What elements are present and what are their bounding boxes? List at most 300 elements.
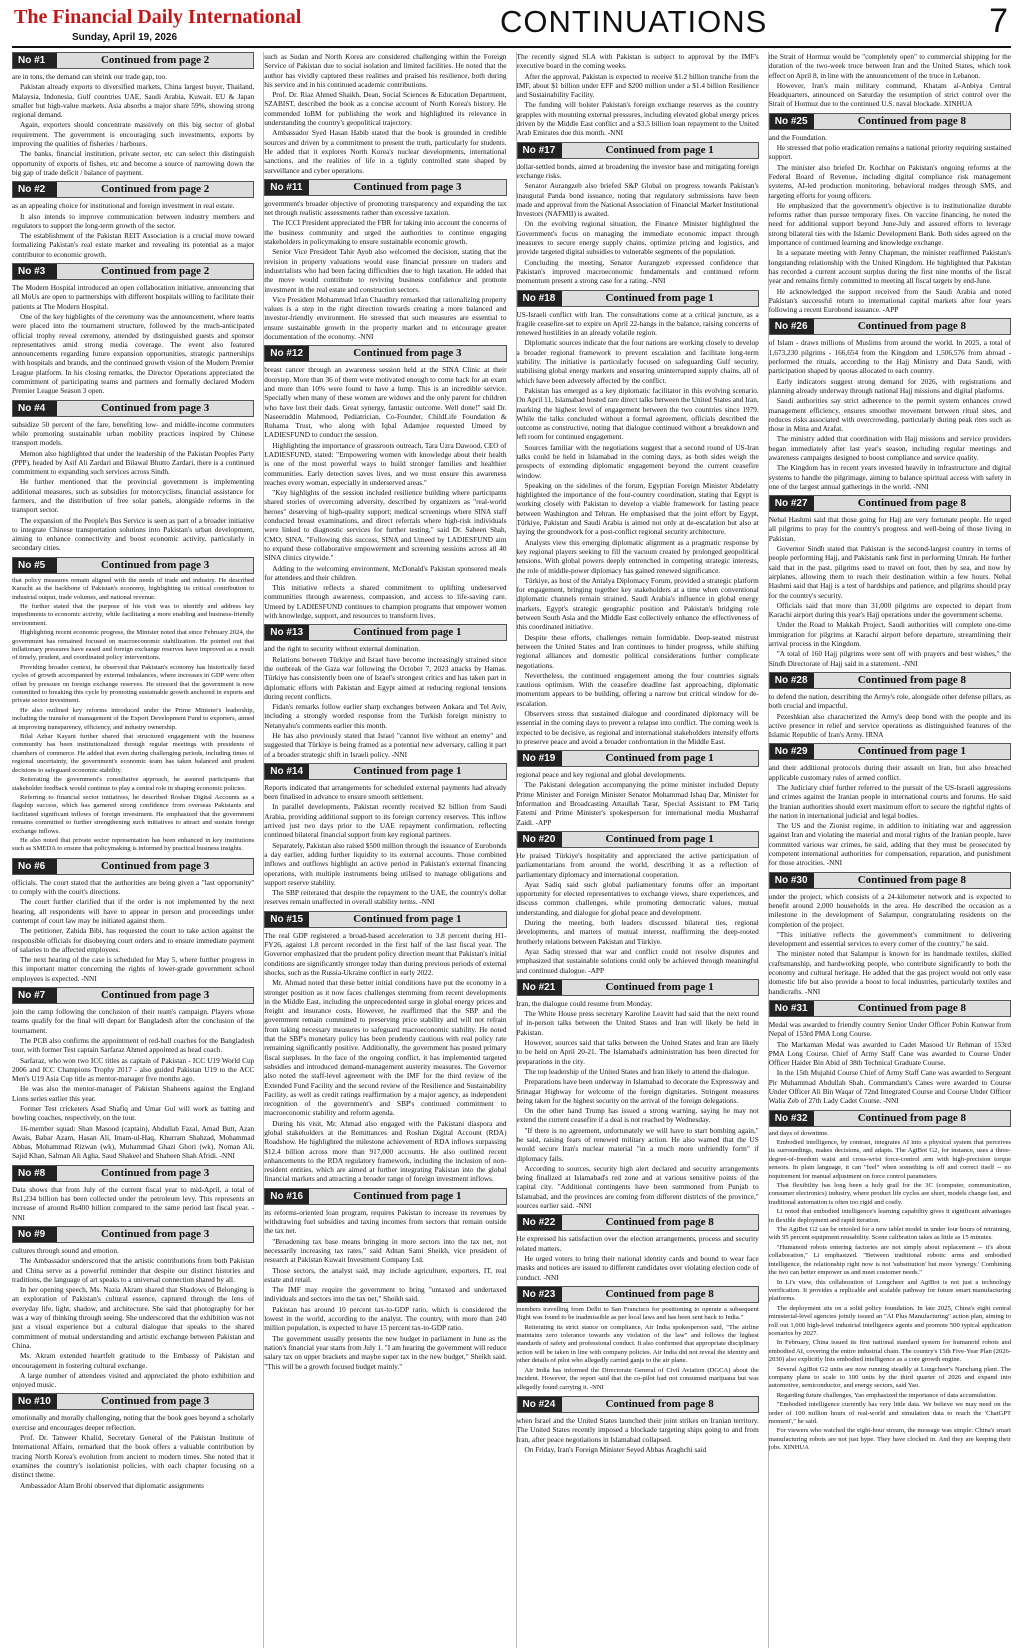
story-header: [264, 911, 506, 928]
continued-label: Continued from page 1: [353, 1189, 462, 1202]
story-header: [12, 400, 254, 417]
story-number: No #11: [265, 180, 309, 195]
story: [12, 263, 254, 396]
paragraph: Ms. Akram extended heartfelt gratitude to the Embassy of Pakistan and encouragement in fostering cultural exchange.: [12, 1351, 255, 1370]
paragraph: In parallel developments, Pakistan recently received $2 billion from Saudi Arabia, providing additional support to its foreign currency reserves. This inflow arrived just two days prior to the UAE repayment confirmation, reflecting continued bilateral financial support from key regional partners.: [264, 802, 507, 840]
story-header: [769, 672, 1011, 689]
story-body: [12, 283, 254, 396]
story-body: [12, 1413, 254, 1489]
paragraph: Prof. Dr. Riaz Ahmed Shaikh, Dean, Social Sciences & Education Department, SZABIST, described the book as a concise account of North Korea's history. He commended IoBM for publishing the work and highlighted its relevance in understanding the country's geopolitical trajectory.: [264, 90, 507, 128]
story-header: [769, 113, 1011, 130]
story-header: [264, 345, 506, 362]
paragraph: Preparations have been underway in Islamabad to decorate the Expressway and Srinagar Highway for welcome of the foreign dignitaries. Stringent measures being taken for the highest security on the arrival of the foreign delegations.: [516, 1077, 759, 1105]
story: [12, 1226, 254, 1389]
story-body: [517, 1234, 759, 1281]
paragraph: to defend the nation, describing the Army's role, alongside other defense pillars, as both crucial and impactful.: [768, 691, 1011, 711]
paragraph: Senator Aurangzeb also briefed S&P Global on progress towards Pakistan's inaugural Panda bond issuance, noting that regulatory submissions have been made and approval from the National Association of Financial Market Institutional Investors (NAFMII) is awaited.: [516, 181, 759, 219]
continued-label: Continued from page 3: [100, 558, 210, 571]
continued-label: Continued from page 3: [100, 1395, 210, 1408]
paragraph: Providing broader context, he observed that Pakistan's economy has historically faced cycles of growth accompanied by external imbalances, where increases in GDP were often offset by pressure on foreign exchange reserves. He stressed that the government is now committed to breaking this cycle by promoting sustainable growth anchored in exports and private sector investment.: [12, 663, 255, 705]
story-header: [12, 987, 254, 1004]
story-body: [769, 1130, 1011, 1453]
story: [12, 52, 254, 177]
story-body: [517, 1416, 759, 1454]
continued-label: Continued from page 1: [353, 626, 462, 639]
story-number: No #21: [518, 980, 562, 995]
story-header: [769, 1000, 1011, 1017]
story-body: [769, 133, 1011, 315]
paragraph: Ayaz Sadiq said such global parliamentary forums offer an important opportunity for elected representatives to exchange views, share experiences, and discuss common challenges, while promoting democratic values, mutual understanding, and dialogue for global peace and development.: [516, 879, 759, 917]
story-header: [517, 831, 759, 848]
story-number: No #2: [13, 182, 57, 197]
paragraph: Reiterating its strict stance on compliance, Air India spokesperson said, "The airline maintains zero tolerance towards any violation of the law" and follows the highest standards of safety and professional conduct. It also confirmed that appropriate disciplinary action will be taken in line with company policies. Air India did not reveal the identity and other details of pilot who allegedly carried ganja to the air plane.: [516, 1323, 759, 1365]
story: [12, 858, 254, 983]
paragraph: Diplomatic sources indicate that the four nations are working closely to develop a broader regional framework to prevent escalation and facilitate long-term stability. The initiative is particularly focused on safeguarding Gulf security, stabilising global energy markets and ensuring uninterrupted supply chains, all of which have been adversely affected by the conflict.: [516, 338, 759, 385]
story-header: [517, 1286, 759, 1303]
paragraph: dollar-settled bonds, aimed at broadening the investor base and mitigating foreign exchange risks.: [516, 161, 759, 180]
paragraph: He stressed that polio eradication remains a national priority requiring sustained support.: [768, 143, 1011, 162]
story-number: No #4: [13, 401, 57, 416]
paragraph: However, sources said that talks between the United States and Iran are likely to be held on April 20-21. The Islamabad's administration has been directed for preparations in the city.: [516, 1038, 759, 1066]
paragraph: Nehal Hashmi said that those going for Hajj are very fortunate people. He urged all pilgrims to pray for the country's progress and well-being of those living in Pakistan.: [768, 515, 1011, 543]
story-body: [264, 199, 506, 341]
paragraph: Officials said that more than 31,000 pilgrims are expected to depart from Karachi airport during this year's Hajj operations under the government scheme.: [768, 600, 1011, 620]
story-body: [264, 783, 506, 907]
story-header: [769, 495, 1011, 512]
paragraph: Early indicators suggest strong demand for 2026, with registrations and planning already underway through national Hajj missions and digital platforms.: [768, 376, 1011, 395]
story-header: [264, 179, 506, 196]
paragraph: join the camp following the conclusion of their team's campaign. Players whose teams qualify for the final will depart for Bangladesh after the conclusion of the tournament.: [12, 1007, 255, 1035]
paragraph: US-Israeli conflict with Iran. The consultations come at a critical juncture, as a fragile ceasefire-set to expire on April 22-hangs in the balance, raising concerns of renewed hostilities in an already volatile region.: [516, 309, 759, 338]
story: [517, 290, 759, 747]
paragraph: "A total of 160 Hajj pilgrims were sent off with prayers and best wishes," the Sindh Directorate of Hajj said in a statement. -NNI: [768, 649, 1011, 668]
paragraph: The government usually presents the new budget in parliament in June as the nation's financial year starts from July 1. "I am hearing the government will reduce salary tax on upper brackets and maybe super tax in the new budget," Sheikh said. "This will be a growth focused budget mainly.": [264, 1333, 507, 1371]
column-2: [263, 52, 506, 1648]
story-body: [517, 851, 759, 975]
paragraph: In the 15th Mujahid Course Chief of Army Staff Cane was awarded to Sergeant Pir Muhammad Abdullah Shah. Commandant's Canes were awarded to Course Under Officer Ali Bin Waqar of 72nd Integrated Course and Course Under Officer Walia Zeb of 27th Lady Cadet Course. -NNI: [768, 1068, 1011, 1106]
paragraph: Reports indicated that arrangements for scheduled external payments had already been finalised in advance to ensure smooth settlement.: [264, 782, 507, 802]
paragraph: He also noted that private sector representation has been enhanced in key institutions such as SMEDA to ensure that policymaking is informed by practical business insights.: [12, 836, 255, 853]
story-number: No #6: [13, 859, 57, 874]
paragraph: Türkiye, as host of the Antalya Diplomacy Forum, provided a strategic platform for engagement, bringing together key stakeholders at a time when conventional diplomatic channels remain strained. Saudi Arabia's influence in global energy markets, Egypt's strategic geographic position and Pakistan's bridging role between South Asia and the Middle East collectively enhance the effectiveness of this coordinated initiative.: [516, 575, 759, 632]
paragraph: For viewers who watched the eight-hour stream, the message was simple: China's smart manufacturing robots are not just hype. They have clocked in. And they are keeping their jobs. XINHUA: [768, 1427, 1011, 1452]
story-body: [12, 420, 254, 553]
paragraph: Referring to financial sector initiatives, he described Roshan Digital Accounts as a flagship success, which has garnered strong confidence from overseas Pakistanis and facilitated significant inflows of foreign investment. He emphasized that the government remains committed to further strengthening such initiatives to attract and sustain foreign exchange inflows.: [12, 793, 255, 835]
story-number: No #15: [265, 912, 309, 927]
story: [12, 1393, 254, 1489]
paragraph: and days of downtime.: [768, 1129, 829, 1137]
paragraph: emotionally and morally challenging, noting that the book goes beyond a scholarly exercise and encourages deeper reflection.: [12, 1413, 255, 1432]
story: [769, 495, 1011, 668]
paragraph: government's broader objective of promoting transparency and expanding the tax net through realistic assessments rather than excessive taxation.: [264, 198, 507, 218]
paragraph: The SBP reiterated that despite the repayment to the UAE, the country's dollar reserves remain unaffected in overall stability terms. -NNI: [264, 888, 507, 907]
paragraph: After the approval, Pakistan is expected to receive $1.2 billion tranche from the IMF, about $1 billion under EFF and $200 million under a $1.4 billion Resilience and Sustainability Facility.: [516, 71, 759, 100]
story: [517, 750, 759, 827]
continued-label: Continued from page 8: [857, 114, 967, 127]
paragraph: that policy measures remain aligned with the needs of trade and industry. He described Karachi as the backbone of Pakistan's economy, highlighting its critical contribution to industrial output, trade volumes, and national revenue.: [12, 576, 255, 601]
paragraph: He acknowledged the support received from the Saudi Arabia and noted Pakistan's successful return to international capital markets after four years following a recent Eurobond issuance. -APP: [768, 286, 1011, 315]
paragraph: Fidan's remarks follow earlier sharp exchanges between Ankara and Tel Aviv, including a strongly worded response from the Turkish foreign ministry to Netanyahu's comments earlier this month.: [264, 702, 507, 730]
paragraph: The establishment of the Pakistan REIT Association is a crucial move toward formalizing Pakistan's real estate market and revealing its potential as a major contributor to economic growth.: [12, 231, 255, 259]
paragraph: Air India has informed the Directorate General of Civil Aviation (DGCA) about the incident. However, the report said that the co-pilot had not consumed marijuana but was allegedly found carrying it. -NNI: [516, 1366, 759, 1391]
paragraph: On the other hand Trump has issued a strong warning, saying he may not extend the current ceasefire if a deal is not reached by Wednesday.: [516, 1106, 759, 1125]
paragraph: regional peace and key regional and global developments.: [516, 770, 686, 780]
story-number: No #1: [13, 53, 57, 68]
paragraph: "Embodied intelligence currently has very little data. We believe we may need on the order of 100 million hours of real-world and simulation data to reach the 'ChatGPT moment'," he said.: [768, 1401, 1011, 1426]
paragraph: "Broadening tax base means bringing in more sectors into the tax net, not necessarily increasing tax rates," said Adnan Sami Sheikh, vice president of research at Pakistan Kuwait Investment Company Ltd.: [264, 1236, 507, 1265]
story: [264, 624, 506, 759]
continued-label: Continued from page 1: [605, 980, 714, 993]
story-header: [769, 872, 1011, 889]
paragraph: Senior Vice President Tahir Ayub also welcomed the decision, stating that the revision in property valuations would ease financial pressure on traders and industrialists who had been facing difficulties due to high taxation. He added that the move would contribute to reviving business confidence and promote investment in the real estate and construction sectors.: [264, 247, 507, 294]
paragraph: The ICCI President appreciated the FBR for taking into account the concerns of the business community and urged the authorities to continue engaging stakeholders in policymaking to ensure sustainable economic growth.: [264, 218, 507, 247]
story-number: No #14: [265, 764, 309, 779]
paragraph: "Humanoid robots entering factories are not simply about replacement -- it's about collaboration," Li emphasized. "Between traditional robotic arms and embodied intelligence, the relationship right now is not 'substitution' but more 'synergy.' Combining the two can better empower us and meet customer needs.": [768, 1243, 1011, 1277]
paragraph: He urged voters to bring their national identity cards and bound to wear face masks and notices are issued to different candidates over violating election code of conduct. -NNI: [516, 1253, 759, 1282]
story-body: [12, 878, 254, 983]
story-header: [264, 763, 506, 780]
paragraph: He expressed his satisfaction over the election arrangements, process and security related matters.: [516, 1234, 759, 1253]
paragraph: Highlighting the importance of grassroots outreach, Tara Uzra Dawood, CEO of LADIESFUND, stated: "Empowering women with knowledge about their health is one of the most powerful ways to build stronger families and healthier communities. Early detection saves lives, and we must ensure this awareness reaches every woman, especially in underserved areas.": [264, 440, 507, 487]
story: [12, 1165, 254, 1222]
paragraph: officials. The court stated that the authorities are being given a "last opportunity" to comply with the court's directions.: [12, 877, 255, 897]
story: [264, 179, 506, 341]
issue-date: Sunday, April 19, 2026: [72, 32, 178, 43]
story-number: No #17: [518, 143, 562, 158]
paragraph: Mr. Ahmad noted that these better initial conditions have put the economy in a stronger position as it now faces challenges stemming from recent developments in the Middle East, including the unprecedented surge in global energy prices and freight and insurance costs. However, he reaffirmed that the SBP and the government remain committed to preserving price stability and will not refrain from taking necessary measures to safeguard macroeconomic stability. He noted that the SBP's monetary policy has been prudently cautious with real policy rate remaining significantly positive. Additionally, the government has posted primary fiscal surpluses. In the face of the ongoing conflict, it has implemented targeted subsidies and introduced demand-management austerity measures. The Governor also noted the staff-level agreement with the IMF for the third review of the Extended Fund Facility and the second review of the Resilience and Sustainability Facility, as well as credit ratings reaffirmation by a major agency, as independent recognition of the government's and SBP's continued commitment to macroeconomic stability and reform agenda.: [264, 978, 507, 1118]
paragraph: It also intends to improve communication between industry members and regulators to support the long-term growth of the sector.: [12, 211, 255, 230]
paragraph: Speaking on the sidelines of the forum, Egyptian Foreign Minister Abdelatty highlighted the importance of the four-country coordination, stating that Egypt is working closely with Pakistan to develop a viable framework for lasting peace between Washington and Tehran. He emphasised that the joint effort by Egypt, Türkiye, Pakistan and Saudi Arabia is aimed not only at de-escalation but also at laying the groundwork for a post-conflict regional security architecture.: [516, 480, 759, 537]
story-number: No #22: [518, 1215, 562, 1230]
story-header: [517, 979, 759, 996]
story-body: [12, 201, 254, 259]
column-3: [516, 52, 759, 1648]
continued-label: Continued from page 2: [100, 183, 210, 196]
story-header: [769, 1110, 1011, 1127]
continued-label: Continued from page 3: [100, 989, 210, 1002]
story-number: No #19: [518, 751, 562, 766]
paragraph: Relations between Türkiye and Israel have become increasingly strained since the outbreak of the Gaza war following the October 7, 2023 attacks by Hamas. Türkiye has consistently been one of Israel's strongest critics and has taken part in diplomatic efforts with Pakistan and Egypt aimed at reducing regional tensions during recent conflicts.: [264, 654, 507, 701]
paragraph: the Strait of Hormuz would be "completely open" to commercial shipping for the duration of the two-week truce between Iran and the United States, which took effect on April 8, in line with the announcement of the truce in Lebanon.: [768, 52, 1011, 80]
continued-label: Continued from page 1: [605, 832, 714, 845]
continued-label: Continued from page 3: [100, 401, 210, 414]
column-1: [12, 52, 254, 1648]
story-body: [517, 770, 759, 827]
paragraph: Memon also highlighted that under the leadership of the Pakistan Peoples Party (PPP), headed by Asif Ali Zardari and Bilawal Bhutto Zardari, there is a continued commitment to expanding such services across Sindh.: [12, 448, 255, 477]
paragraph: The ministry added that coordination with Hajj missions and service providers began immediately after last year's season, including regular meetings and awareness campaigns designed to boost compliance and service quality.: [768, 434, 1011, 462]
story-body: [769, 52, 1011, 109]
paragraph: members travelling from Delhi to San Francisco for positioning to operate a subsequent flight was found to be inadmissible as per local laws and has been sent back to India.": [516, 1305, 759, 1322]
story-number: No #26: [770, 319, 814, 334]
story: [769, 743, 1011, 867]
paragraph: The recently signed SLA with Pakistan is subject to approval by the IMF's executive board in the coming weeks.: [516, 52, 759, 71]
paragraph: under the project, which consists of a 24-kilometer network and is expected to benefit around 2,000 households in the area. He described the occasion as a milestone in the development of Salampur, congratulating residents on the completion of the project.: [768, 891, 1011, 929]
paragraph: The deployment sits on a solid policy foundation. In late 2025, China's eight central ministerial-level agencies jointly issued an "AI Plus Manufacturing" action plan, aiming to roll out 1,000 high-level industrial intelligence agents and promote 500 typical application scenarios by 2027.: [768, 1304, 1011, 1337]
story: [517, 831, 759, 975]
paragraph: Medal was awarded to friendly country Senior Under Officer Pobin Kunwar from Nepal of 153rd PMA Long Course.: [768, 1019, 1011, 1039]
story-header: [12, 181, 254, 198]
paragraph: During the meeting, both leaders discussed bilateral ties, regional developments, and matters of mutual interest, reaffirming the deep-rooted brotherly relations between Pakistan and Türkiye.: [516, 918, 759, 946]
story-header: [517, 750, 759, 767]
story-header: [12, 557, 254, 574]
story-header: [12, 52, 254, 69]
paragraph: On Friday, Iran's Foreign Minister Seyed Abbas Araghchi said: [524, 1444, 707, 1454]
newspaper-title: The Financial Daily International: [14, 6, 302, 28]
continued-label: Continued from page 8: [605, 1216, 714, 1229]
paragraph: According to sources, security high alert declared and security arrangements being finalized at Islamabad's red zone and at various sensitive points of the capital city. "Additional contingents have been summoned from Punjab to Islamabad, and the provinces are coming from different districts of the province," sources earlier said. -NNI: [516, 1163, 759, 1211]
story-header: [12, 1226, 254, 1243]
paragraph: Data shows that from July of the current fiscal year to mid-April, a total of Rs1,234 billion has been collected under the petroleum levy. This represents an increase of around Rs400 billion compared to the same period last fiscal year. -NNI: [12, 1184, 255, 1222]
paragraph: 16-member squad: Shan Masood (captain), Abdullah Fazal, Amad Butt, Azan Awais, Babar Azam, Hasan Ali, Imam-ul-Haq, Khurram Shahzad, Mohammad Abbas, Mohammad Rizwan (wk), Muhammad Ghazi Ghori (wk), Noman Ali, Sajid Khan, Salman Ali Agha, Saud Shakeel and Shaheen Shah Afridi. -NNI: [12, 1123, 255, 1161]
paragraph: He emphasized that the government's objective is to institutionalize durable reforms rather than pursue temporary fixes. On vaccine financing, he noted the need for additional support beyond June-July and assured efforts to leverage strong bilateral ties with the Islamic Development Bank. Both sides agreed on the importance of continued learning and knowledge exchange.: [768, 200, 1011, 248]
paragraph: Those sectors, the analyst said, may include agriculture, exporters, IT, real estate and retail.: [264, 1265, 507, 1284]
story-number: No #25: [770, 114, 814, 129]
columns: [12, 52, 1011, 1648]
paragraph: "If there is no agreement, unfortunately we will have to start bombing again," he said, raising fears of renewed military action. He also warned that the US would secure Iran's nuclear material "in a much more unfriendly form" if diplomacy fails.: [516, 1125, 759, 1163]
story: [517, 142, 759, 286]
story: [769, 872, 1011, 996]
story-body: [264, 931, 506, 1184]
paragraph: In a separate meeting with Jenny Chapman, the minister reaffirmed Pakistan's longstanding relationship with the United Kingdom. He highlighted that Pakistan has recorded a current account surplus during the first nine months of the fiscal year and remains firmly committed to meeting all fiscal targets by end-June.: [768, 248, 1011, 286]
paragraph: of Islam - draws millions of Muslims from around the world. In 2025, a total of 1,673,230 pilgrims - 166,654 from the Kingdom and 1,506,576 from abroad - performed the rituals, according to the Hajj Ministry and Data Saudi, with participation shaped by quotas allocated to each country.: [768, 338, 1011, 376]
story-header: [769, 318, 1011, 335]
paragraph: when Israel and the United States launched their joint strikes on Iranian territory. The United States recently imposed a blockade targeting ships going to and from Iran, after peace negotiations in Islamabad collapsed.: [516, 1415, 759, 1444]
story: [12, 181, 254, 259]
story-header: [12, 263, 254, 280]
paragraph: However, Iran's main military command, Khatam al-Anbiya Central Headquarters, announced on Saturday the resumption of strict control over the Strait of Hormuz due to the continued U.S. naval blockade. XINHUA: [768, 80, 1011, 109]
story-number: No #10: [13, 1394, 57, 1409]
story-body: [12, 577, 254, 854]
paragraph: Governor Sindh stated that Pakistan is the second-largest country in terms of people performing Hajj, and Pakistanis rank first in performing Umrah. He further said that in the past, pilgrims used to travel on foot, then by sea, and now by airplanes, allowing them to reach their destination within a few hours. Nehal Hashmi said that Hajj is a test of hardships and patience, and pilgrims should pray for the country's security.: [768, 544, 1011, 600]
paragraph: such as Sudan and North Korea are considered challenging within the Foreign Service of Pakistan due to social isolation and limited facilities. He noted that the author has vividly captured these realities and praised his resilience, both during his service and in his continued academic contributions.: [264, 52, 507, 89]
paragraph: A large number of attendees visited and appreciated the photo exhibition and enjoyed music.: [12, 1370, 255, 1390]
story-header: [264, 624, 506, 641]
story-number: No #8: [13, 1166, 57, 1181]
continued-label: Continued from page 3: [100, 1166, 210, 1179]
paragraph: Analysts view this emerging diplomatic alignment as a pragmatic response by key regional players seeking to fill the vacuum created by prolonged geopolitical tensions. With global powers deeply entrenched in competing strategic interests, the role of middle-power diplomacy has gained renewed significance.: [516, 537, 759, 575]
paragraph: This initiative reflects a shared commitment to uplifting underserved communities through awareness, compassion, and access to life-saving care. Umeed by LADIESFUND continues to champion programs that empower women with knowledge, support, and resources to transform lives.: [264, 583, 507, 621]
story: [517, 1396, 759, 1454]
paragraph: Concluding the meeting, Senator Aurangzeb expressed confidence that Pakistan's improved macroeconomic fundamentals and continued reform momentum present a strong case for a rating. -NNI: [516, 257, 759, 286]
story-number: No #13: [265, 625, 309, 640]
story-body: [517, 162, 759, 286]
paragraph: He praised Türkiye's hospitality and appreciated the active participation of parliamentarians from around the world, describing it as a reflection of parliamentary diplomacy and international cooperation.: [516, 850, 759, 879]
story-number: No #23: [518, 1287, 562, 1302]
story-body: [264, 365, 506, 620]
story: [264, 911, 506, 1184]
continued-label: Continued from page 2: [100, 265, 210, 278]
paragraph: During his visit, Mr. Ahmad also engaged with the Pakistani diaspora and global stakeholders at the Remittances and Roshan Digital Account (RDA) Roadshow. He highlighted the milestone achievement of RDA inflows surpassing $12.4 billion across more than 917,000 accounts. He also outlined recent enhancements to the RDA regulatory framework, including the inclusion of non-resident entities, which are aimed at further integrating Pakistan into the global financial markets and attracting a broader range of foreign investment inflows.: [264, 1118, 507, 1184]
paragraph: In Li's view, this collaboration of Longcheer and AgiBot is not just a technology verification. It provides a replicable and scalable pathway for future smart manufacturing platforms.: [768, 1278, 1011, 1303]
paragraph: Highlighting recent economic progress, the Minister noted that since February 2024, the government has remained focused on macroeconomic stabilization. He pointed out that inflationary pressures have eased and foreign exchange reserves have improved as a result of timely, prudent, and coordinated policy interventions.: [12, 629, 255, 662]
paragraph: Ambassador Alam Brohi observed that diplomatic assignments: [20, 1480, 205, 1490]
paragraph: Observers stress that sustained dialogue and coordinated diplomacy will be essential in the coming days to prevent a relapse into conflict. The coming week is expected to be decisive, as regional and international stakeholders intensify efforts to preserve peace and avoid a broader confrontation in the Middle East.: [516, 709, 759, 746]
story: [769, 672, 1011, 739]
paragraph: its reforms-oriented loan program, requires Pakistan to increase its revenues by withdrawing fuel subsidies and taxing incomes from sectors that remain outside the tax net.: [264, 1207, 507, 1236]
paragraph: He further stated that the purpose of his visit was to identify and address key impediments to economic activity, while facilitating a more enabling and business-friendly environment.: [12, 602, 255, 627]
story: [12, 400, 254, 553]
paragraph: subsidize 50 percent of the fare, benefiting low- and middle-income commuters while promoting sustainable urban mobility practices inspired by Chinese transport models.: [12, 419, 255, 448]
paragraph: In her opening speech, Ms. Nazia Akram shared that Shadows of Belonging is an exploration of Pakistan's cultural essence, captured through the lens of everyday life, light, shadow, and architecture. She said that photography for her was a way of thinking through seeing. She underscored that the exhibition was not just a visual experience but a cultural dialogue that speaks to the shared commitment of mutual understanding and artistic exchange between Pakistan and China.: [12, 1285, 255, 1350]
story: [264, 52, 506, 175]
continued-label: Continued from page 1: [605, 143, 714, 156]
paragraph: cultures through sound and emotion.: [12, 1245, 119, 1255]
paragraph: Sarfaraz, who won two ICC titles as captain of Pakistan - ICC U19 World Cup 2006 and ICC Champions Trophy 2017 - also guided Pakistan U19 to the ACC Men's U19 Asia Cup title as mentor-manager five months ago.: [12, 1055, 255, 1084]
continued-label: Continued from page 1: [605, 291, 714, 304]
story-header: [12, 1393, 254, 1410]
paragraph: Pakistan has emerged as a key diplomatic facilitator in this evolving scenario. On April 11, Islamabad hosted rare direct talks between the United States and Iran, marking the highest level of engagement between the two countries since 1979. While the talks concluded without a formal agreement, officials described the outcome as constructive, noting that dialogue continued without a breakdown and left room for continued engagement.: [516, 385, 759, 442]
continued-label: Continued from page 1: [353, 912, 462, 925]
story-header: [517, 142, 759, 159]
continued-label: Continued from page 8: [857, 497, 967, 510]
continued-label: Continued from page 1: [857, 745, 967, 758]
story-body: [12, 1185, 254, 1222]
paragraph: Reiterating the government's consultative approach, he assured participants that stakeholder feedback would continue to play a central role in shaping economic policies.: [12, 776, 255, 792]
paragraph: Ambassador Syed Hasan Habib stated that the book is grounded in credible sources and driven by a commitment to present the truth, particularly for students. He added that it explores North Korea's nuclear developments, international sanctions, and the realities of life in a tightly controlled state shaped by surveillance and cyber operations.: [264, 128, 507, 175]
story: [517, 1214, 759, 1281]
paragraph: Former Test cricketers Asad Shafiq and Umar Gul will work as batting and bowling coaches, respectively, on the tour.: [12, 1104, 255, 1123]
paragraph: The Kingdom has in recent years invested heavily in infrastructure and digital systems to handle the pilgrimage, aiming to balance spiritual access with safety in one of the largest annual gatherings in the world. -NNI: [768, 463, 1011, 491]
story: [264, 763, 506, 907]
paragraph: The AgiBot G2 can be retooled for a new tablet model in under four hours of retraining, with 95 percent equipment reusability. Scene calibration takes as little as 15 minutes.: [768, 1226, 1011, 1242]
story-number: No #7: [13, 988, 57, 1003]
story: [769, 113, 1011, 315]
paragraph: Saudi authorities say strict adherence to the permit system enhances crowd management efficiency, ensures smoother movement between ritual sites, and reduces risks associated with overcrowding, particularly during peak rites such as those in Mina and Arafat.: [768, 396, 1011, 434]
continued-label: Continued from page 2: [100, 54, 210, 66]
paragraph: The Pakistani delegation accompanying the prime minister included Deputy Prime Minister and Foreign Minister Senator Mohammad Ishaq Dar, Minister for Information and Broadcasting Attaullah Tarar, Special Assistant to PM Tariq Fatemi and Prime Minister's spokesperson for international media Musharraf Zaidi. -APP: [516, 780, 759, 827]
story-number: No #27: [770, 496, 814, 511]
paragraph: Several AgiBot G2 units are now running steadily at Longcheer's Nanchang plant. The company plans to scale to 100 units by the third quarter of 2026 and expand into automotive, semiconductor, and energy sectors, said Yao.: [768, 1365, 1011, 1390]
continued-label: Continued from page 3: [353, 347, 462, 360]
story-header: [517, 1396, 759, 1413]
story-number: No #16: [265, 1189, 309, 1204]
paragraph: The minister also briefed Dr. Kochhar on Pakistan's ongoing reforms at the Federal Board of Revenue, including digital compliance risk management systems, AI-led production monitoring, behavioral nudges through SMS, and targeting efforts for young officers.: [768, 162, 1011, 200]
story-body: [769, 892, 1011, 996]
paragraph: Nevertheless, the continued engagement among the four countries signals cautious optimism. With the ceasefire deadline fast approaching, diplomatic momentum appears to be building, offering a narrow but critical window for de-escalation.: [516, 670, 759, 708]
paragraph: and their additional protocols during their assault on Iran, but also breached applicable customary rules of armed conflict.: [768, 763, 1011, 782]
story-number: No #31: [770, 1001, 814, 1016]
paragraph: Embodied intelligence, by contrast, integrates AI into a physical system that perceives its surroundings, makes decisions, and adapts. The AgiBot G2, for instance, uses a three-degree-of-freedom waist and cross-wrist force-control arm with high-precision torque sensors. In plain language, it can "feel" when something is off and correct itself -- no requirement for manual adjustment on force control parameters.: [768, 1139, 1011, 1180]
paragraph: He has also previously stated that Israel "cannot live without an enemy" and suggested that Türkiye is being framed as a potential new adversary, calling it part of a broader strategic shift in Israeli policy. -NNI: [264, 731, 507, 759]
story-header: [517, 290, 759, 307]
story-number: No #32: [770, 1111, 814, 1126]
paragraph: are in tons, the demand can shrink our trade gap, too.: [12, 72, 168, 81]
paragraph: Pakistan has around 10 percent tax-to-GDP ratio, which is considered the lowest in the world, according to the analyst. The country, with more than 240 million population, is expected to have 15 percent tax-to-GDP ratio.: [264, 1304, 507, 1333]
paragraph: In February, China issued its first national standard system for humanoid robots and embodied AI, covering the entire industrial chain. The country's 15th Five-Year Plan (2026-2030) also explicitly lists embodied intelligence as a core growth engine.: [768, 1339, 1011, 1364]
paragraph: The IMF may require the government to bring "untaxed and undertaxed individuals and sectors into the tax net," Sheikh said.: [264, 1285, 507, 1304]
story-number: No #20: [518, 832, 562, 847]
paragraph: The Modern Hospital introduced an open collaboration initiative, announcing that all MoUs are open to partnerships with different hospitals willing to facilitate their patients at The Modern Hospital.: [12, 283, 255, 311]
paragraph: Sources familiar with the negotiations suggest that a second round of US-Iran talks could be held in Islamabad in the coming days, as both sides weigh the prospects of extending diplomatic engagement beyond the current ceasefire window.: [516, 442, 759, 480]
paragraph: The Ambassador underscored that the artistic contributions from both Pakistan and China serve as a powerful reminder that despite our distinct histories and traditions, the language of art speaks to a universal connection shared by all.: [12, 1256, 255, 1284]
paragraph: That flexibility has long been a holy grail for the 3C (computer, communication, consumer electronics) industry, where product life cycles are short, models change fast, and traditional automation is often too rigid and costly.: [768, 1182, 1011, 1206]
story-number: No #24: [518, 1397, 562, 1412]
story-body: [517, 52, 759, 138]
story-header: [769, 743, 1011, 760]
paragraph: Pakistan already exports to diversified markets, China largest buyer, Thailand, Malaysia, Indonesia, Gulf countries UAE, Saudi Arabia, Kuwait. EU & Japan smaller but high-value markets. Asia absorbs a major share 59%, showing strong regional demand.: [12, 82, 255, 120]
paragraph: The petitioner, Zahida Bibi, has requested the court to take action against the responsible officials for disobeying court orders and to ensure immediate payment of salaries to the affected employees.: [12, 926, 255, 954]
paragraph: The top leadership of the United States and Iran likely to attend the dialogue.: [524, 1066, 750, 1076]
paragraph: He further mentioned that the provincial government is implementing additional measures, such as subsidies for motorcyclists, financial assistance for farmers, and the distribution of free solar panels, alongside reforms in the transport sector.: [12, 477, 255, 515]
paragraph: The next hearing of the case is scheduled for May 5, where further progress in this important matter concerning the rights of lower-grade government school employees is expected. -NNI: [12, 955, 255, 983]
paragraph: Pezeshkian also characterized the Army's deep bond with the people and its active presence in relief and service operations as distinguished features of the Islamic Republic of Iran's Army. IRNA: [768, 711, 1011, 740]
story-header: [517, 1214, 759, 1231]
paragraph: Li noted that embodied intelligence's learning capability gives it significant advantages in flexible deployment and rapid iteration.: [768, 1208, 1011, 1224]
story-body: [769, 515, 1011, 668]
paragraph: The minister noted that Salampur is known for its handmade textiles, skilled craftsmanship, and hardworking people, who contribute significantly to both the economy and cultural heritage. He added that the gas project would not only ease domestic life but also provide a boost to local industries, particularly textiles and handicrafts. -NNI: [768, 949, 1011, 996]
paragraph: Adding to the welcoming environment, McDonald's Pakistan sponsored meals for attendees and their children.: [264, 563, 507, 582]
continued-label: Continued from page 1: [605, 752, 714, 765]
story-body: [769, 338, 1011, 491]
continued-label: Continued from page 8: [857, 1111, 967, 1124]
story: [517, 52, 759, 138]
paragraph: The court further clarified that if the order is not implemented by the next hearing, all respondents will have to appear in person and proceedings under contempt of court law may be initiated against them.: [12, 897, 255, 925]
story-body: [12, 72, 254, 177]
continued-label: Continued from page 8: [857, 873, 967, 886]
story: [12, 987, 254, 1161]
story: [769, 1110, 1011, 1453]
paragraph: Bilal Azhar Kayani further shared that structured engagement with the business community has been institutionalized through regular meetings with presidents of chambers of commerce. He added that even during challenging periods, including times of regional uncertainty, the government's economic team has taken balanced and prudent decisions to safeguard economic stability.: [12, 733, 255, 774]
paragraph: The funding will bolster Pakistan's foreign exchange reserves as the country grapples with mounting external pressures, including elevated global energy prices driven by the Middle East conflict and a $3.5 billion loan repayment to the United Arab Emirates due this month. -NNI: [516, 100, 759, 138]
paragraph: as an appealing choice for institutional and foreign investment in real estate.: [12, 201, 235, 211]
story: [769, 1000, 1011, 1106]
paragraph: Prof. Dr. Tanweer Khalid, Secretary General of the Pakistan Institute of International Affairs, remarked that the book offers a valuable contribution by tracing North Korea's evolution from ancient to modern times. She noted that it examines the country's isolationist policies, with each chapter focusing on a distinct theme.: [12, 1433, 255, 1480]
paragraph: breast cancer through an awareness session held at the SINA Clinic at their doorstep. More than 36 of them were motivated enough to come back for an exam and more than 10% were found to have a lump. This is an incredible service. Specially when many of these women are widows and the only parent for children who have lost their dads. Great synergy, fantastic outcome. Well done!" said Dr. Naseeruddin Mahmood, Pediatrician, Co-Founder, ChildLife Foundation & Ruhama Trust, who along with Iqbal Adamjee requested Umeed by LADIESFUND to conduct the session.: [264, 365, 507, 440]
story: [517, 979, 759, 1211]
column-4: [768, 52, 1011, 1648]
story: [12, 557, 254, 854]
paragraph: The banks, financial institution, private sector, etc can select this distinguish opportunity of exports of fishes, etc and become a source of narrowing down the big gap of trade deficit / balance of payment.: [12, 149, 255, 177]
paragraph: The US and the Zionist regime, in addition to initiating war and aggression against Iran and violating the material and moral rights of the Iranian people, have committed various war crimes, he said, adding that they must be prosecuted by competent international authorities for compensation, reparation, and punishment for those atrocities. -NNI: [768, 821, 1011, 868]
paragraph: On the evolving regional situation, the Finance Minister highlighted the Government's focus on managing the immediate economic impact through measures to secure energy supply chains, optimize pricing and logistics, and provide targeted digital subsidies to vulnerable segments of the population.: [516, 219, 759, 257]
paragraph: The expansion of the People's Bus Service is seen as part of a broader initiative to integrate Chinese transportation solutions into Pakistan's urban development, aiming to enhance connectivity and boost economic activity, particularly in secondary cities.: [12, 515, 255, 553]
paragraph: The Markaman Medal was awarded to Cadet Masood Ur Rehman of 153rd PMA Long Course. Chief of Army Staff Cane was awarded to Course Under Officer Haider Bin Abid of 38th Technical Graduate Course.: [768, 1039, 1011, 1068]
paragraph: and the Foundation.: [768, 132, 827, 142]
story-number: No #28: [770, 673, 814, 688]
paragraph: He also outlined key reforms introduced under the Prime Minister's leadership, including the transfer of management of the Export Development Fund to exporters, aimed at improving transparency, efficiency, and industry ownership.: [12, 706, 255, 731]
continued-label: Continued from page 8: [857, 320, 967, 333]
story-number: No #29: [770, 744, 814, 759]
paragraph: One of the key highlights of the ceremony was the announcement, where teams were placed into the tournament structure, followed by the much-anticipated official trophy reveal ceremony, attended by distinguished guests and sponsor representatives amid strong media coverage. The event also featured announcements regarding future expansion opportunities, strategic partnerships with hospitals and brands, and the continued growth vision of the Modern Premier League platform. In his closing remarks, the Director Operations appreciated the commitment of participating teams and partners and formally declared Modern Premier League Season 3 open.: [12, 311, 255, 396]
continued-label: Continued from page 8: [857, 1001, 967, 1014]
paragraph: Separately, Pakistan also raised $500 million through the issuance of Eurobonds a day earlier, adding further liquidity to its external accounts. Those combined inflows and outflows highlight an active period in Pakistan's external financing operations, with multiple instruments being utilised to manage obligations and support reserve stability.: [264, 840, 507, 887]
story: [769, 52, 1011, 109]
continued-label: Continued from page 3: [353, 180, 462, 193]
paragraph: Regarding future challenges, Yao emphasized the importance of data accumulation.: [776, 1391, 997, 1399]
continued-label: Continued from page 3: [100, 859, 210, 872]
continued-label: Continued from page 8: [857, 673, 967, 686]
story-body: [12, 1246, 254, 1389]
paragraph: The White House press secretary Karoline Leavitt had said that the next round of in-person talks between the United States and Iran will likely be held in Pakistan.: [516, 1009, 759, 1037]
story-body: [769, 692, 1011, 739]
paragraph: "This initiative reflects the government's commitment to delivering development and essential services to every corner of the country," he said.: [768, 929, 1011, 949]
story-body: [264, 52, 506, 175]
story: [264, 1188, 506, 1371]
story-number: No #9: [13, 1227, 57, 1242]
paragraph: He was also the mentor-manager of Pakistan Shaheens against the England Lions series earlier this year.: [12, 1084, 255, 1103]
masthead: [12, 4, 1012, 44]
story-body: [517, 1306, 759, 1392]
continued-label: Continued from page 1: [353, 764, 462, 777]
story: [264, 345, 506, 620]
paragraph: Despite these efforts, challenges remain formidable. Deep-seated mistrust between the United States and Iran continues to hinder progress, while shifting regional alliances and domestic political considerations further complicate negotiations.: [516, 632, 759, 670]
continued-label: Continued from page 8: [605, 1287, 714, 1300]
story-header: [12, 1165, 254, 1182]
page-number: 7: [989, 2, 1008, 40]
paragraph: "Key highlights of the session included resilience building where participants shared stories of overcoming adversity, described by organizers as "real-world heroes" deserving of high-quality support; medical screenings where SINA staff conducted breast examinations, and direct referrals where high-risk individuals were linked to diagnostic services for further testing," said Dr. Sabeen Shah, CMO, SINA. "Following this success, SINA and Umeed by LADIESFUND aim to expand these collaborative empowerment and screening sessions across all 40 SINA clinics citywide.": [264, 488, 507, 563]
paragraph: The real GDP registered a broad-based acceleration to 3.8 percent during H1-FY26, against 1.8 percent recorded in the first half of the last fiscal year. The Governor emphasized that the prudent policy direction meant that Pakistan's initial conditions are significantly stronger today than during previous periods of external shocks, such as the Russia-Ukraine conflict in early 2022.: [264, 930, 507, 977]
story: [769, 318, 1011, 491]
